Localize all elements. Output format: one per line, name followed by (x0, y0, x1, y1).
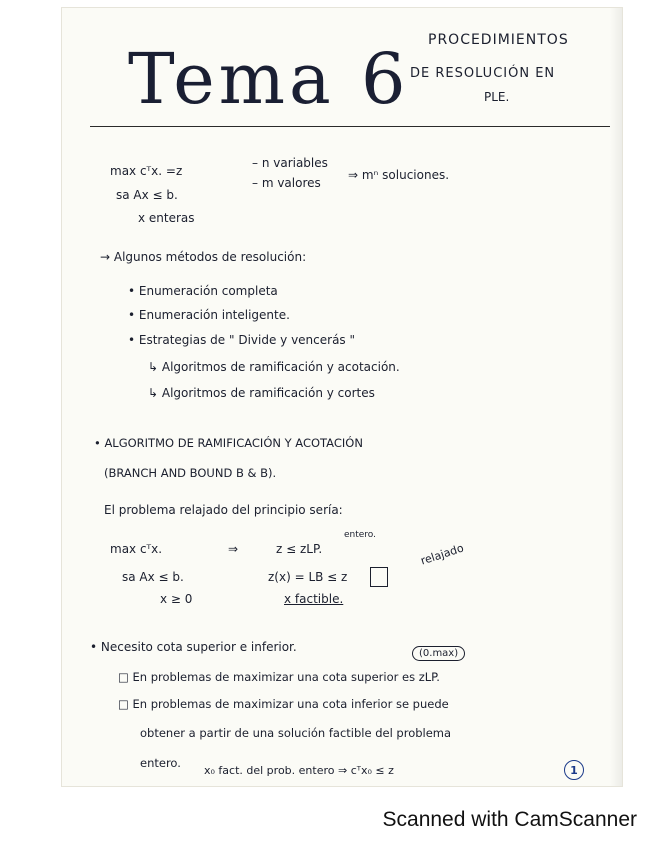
title-subtitle-1: PROCEDIMIENTOS (428, 32, 569, 48)
bb-relaxed: El problema relajado del principio sería: (104, 503, 343, 517)
methods-item-1: • Enumeración completa (128, 284, 278, 298)
bb-entero-note: entero. (344, 530, 377, 540)
cota-omax: (0.max) (412, 646, 465, 661)
bb-relajado-note: relajado (419, 541, 466, 568)
problem-sa: sa Ax ≤ b. (116, 188, 178, 202)
cota-line3: obtener a partir de una solución factible del problema (140, 726, 452, 740)
cota-line4: entero. (140, 756, 181, 770)
problem-max: max cᵀx. =z (110, 164, 183, 178)
bb-factible: x factible. (284, 592, 344, 606)
bb-xge: x ≥ 0 (160, 592, 193, 606)
methods-heading: → Algunos métodos de resolución: (100, 250, 307, 264)
problem-m-vals: – m valores (252, 176, 321, 190)
problem-soluciones: ⇒ mⁿ soluciones. (348, 168, 450, 182)
bb-z-le: z ≤ zLP. (276, 542, 323, 556)
z-box (370, 567, 388, 587)
methods-item-4: ↳ Algoritmos de ramificación y acotación. (148, 360, 400, 374)
camscanner-watermark: Scanned with CamScanner (382, 808, 637, 831)
bb-sa: sa Ax ≤ b. (122, 570, 184, 584)
methods-item-2: • Enumeración inteligente. (128, 308, 290, 322)
methods-item-5: ↳ Algoritmos de ramificación y cortes (148, 386, 375, 400)
title-subtitle-3: PLE. (484, 90, 510, 104)
page-number-circle (564, 760, 584, 780)
title-underline (90, 126, 610, 127)
cota-line5: x₀ fact. del prob. entero ⇒ cᵀx₀ ≤ z (204, 764, 394, 777)
bb-zx: z(x) = LB ≤ z (268, 570, 348, 584)
bb-subheading: (BRANCH AND BOUND B & B). (104, 466, 277, 480)
cota-heading: • Necesito cota superior e inferior. (90, 640, 297, 654)
problem-enteras: x enteras (138, 211, 195, 225)
title-subtitle-2: DE RESOLUCIÓN EN (410, 66, 556, 81)
cota-line1: □ En problemas de maximizar una cota superior es zLP. (118, 670, 440, 684)
cota-line2: □ En problemas de maximizar una cota inferior se puede (118, 697, 449, 711)
problem-n-vars: – n variables (252, 156, 328, 170)
methods-item-3: • Estrategias de " Divide y vencerás " (128, 333, 356, 347)
bb-max: max cᵀx. (110, 542, 163, 556)
title-main: Tema 6 (128, 38, 410, 120)
bb-heading: • ALGORITMO DE RAMIFICACIÓN Y ACOTACIÓN (94, 436, 363, 450)
page-number: 1 (570, 763, 578, 777)
bb-arrow: ⇒ (228, 542, 239, 556)
